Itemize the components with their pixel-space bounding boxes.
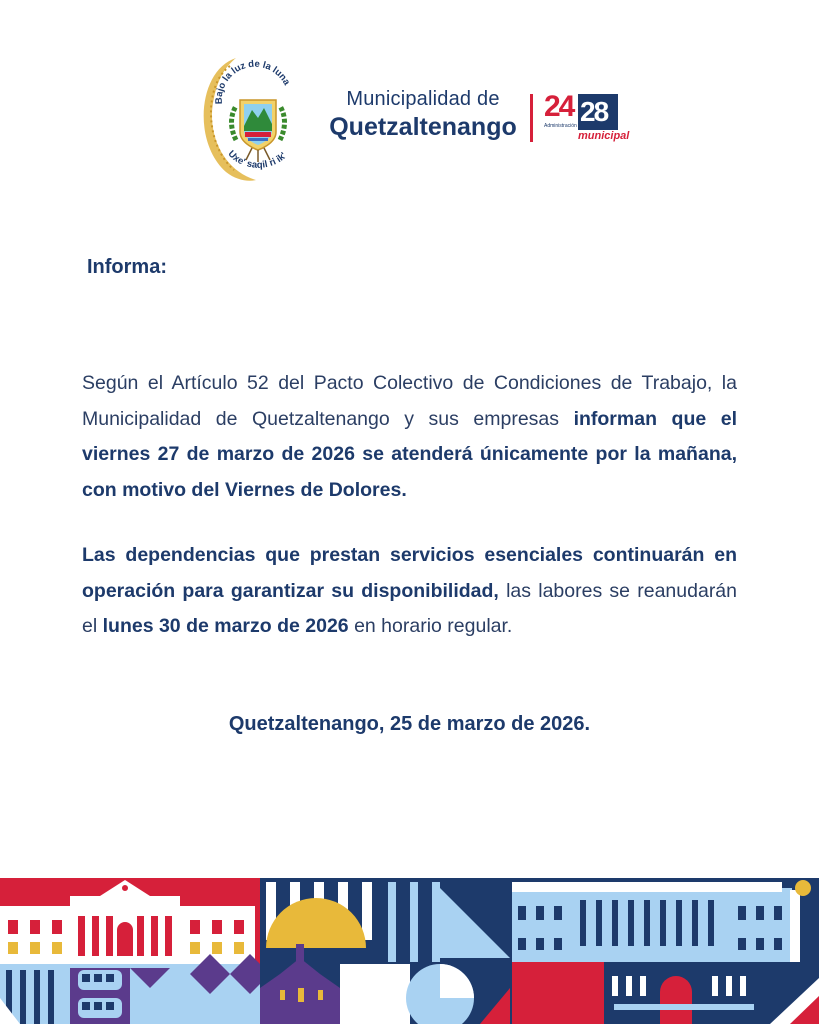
paragraph-2-emphasis-1: Las dependencias que prestan servicios esenciales continuarán en operación para garantizar su disponibilidad,	[82, 544, 737, 602]
municipal-seal-icon	[196, 52, 306, 184]
notice-paragraph-1	[82, 366, 737, 508]
paragraph-1-emphasis: informan que el viernes 27 de marzo de 2026 se atenderá únicamente por la mañana, con motivo del Viernes de Dolores.	[82, 407, 738, 501]
administration-label: municipal	[578, 130, 630, 142]
paragraph-1-intro: Según el Artículo 52 del Pacto Colectivo de Condiciones de Trabajo, la Municipalidad de Quetzaltenango y sus empresas	[82, 372, 737, 430]
decorative-city-banner	[0, 878, 819, 1024]
administration-year-end: 28	[580, 96, 608, 127]
municipal-seal-logo	[196, 52, 306, 184]
svg-text:Bajo la luz de la luna: Bajo la luz de la luna	[213, 58, 293, 105]
header-divider	[530, 94, 533, 142]
paragraph-2-text-2: en horario regular.	[348, 615, 513, 637]
administration-year-end-box	[578, 94, 618, 130]
municipality-name-line2: Quetzaltenango	[329, 113, 517, 141]
administration-badge-logo	[544, 90, 630, 148]
municipality-name-line1: Municipalidad de	[346, 88, 500, 110]
svg-text:Uxe' saqil ri ik': Uxe' saqil ri ik'	[225, 148, 289, 171]
dateline: Quetzaltenango, 25 de marzo de 2026.	[228, 713, 591, 735]
administration-small-label: Administración	[544, 123, 577, 129]
notice-heading: Informa:	[87, 256, 167, 278]
municipality-name	[318, 88, 528, 142]
administration-year-start: 24	[544, 90, 574, 123]
paragraph-2-emphasis-2: lunes 30 de marzo de 2026	[102, 615, 349, 637]
header	[196, 52, 636, 184]
notice-paragraph-2	[82, 538, 737, 645]
city-illustration-icon	[0, 878, 819, 1024]
paragraph-2-text-1: las labores se reanudarán el	[82, 579, 737, 637]
